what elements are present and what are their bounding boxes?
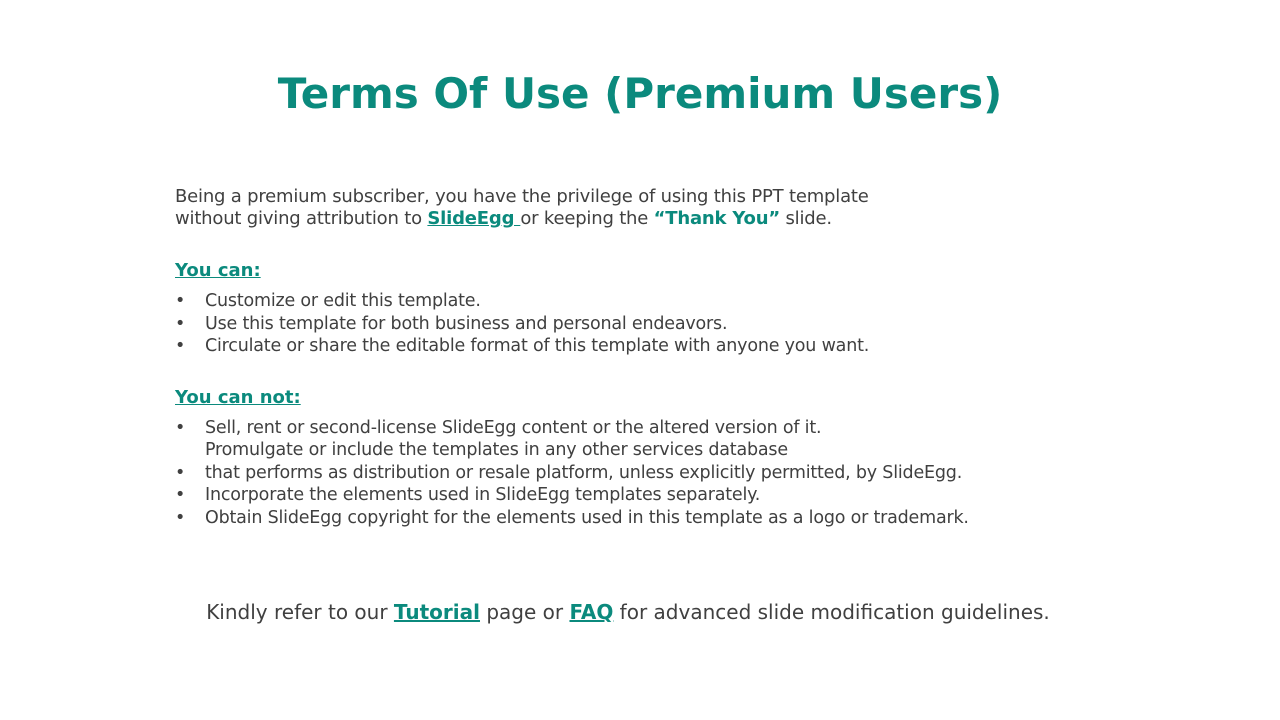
list-item-text: Sell, rent or second-license SlideEgg content or the altered version of it. bbox=[205, 417, 822, 438]
intro-text-before-link: without giving attribution to bbox=[175, 208, 428, 229]
list-item bbox=[175, 439, 1095, 462]
intro-text-after: slide. bbox=[779, 208, 832, 229]
bullet-icon: • bbox=[175, 291, 186, 311]
list-item bbox=[175, 335, 1095, 358]
bullet-icon: • bbox=[175, 462, 186, 483]
page-title: Terms Of Use (Premium Users) bbox=[277, 69, 1003, 118]
list-item bbox=[175, 462, 1095, 485]
intro-line-2 bbox=[175, 208, 1095, 230]
list-item-text: Obtain SlideEgg copyright for the elements used in this template as a logo or trademark. bbox=[205, 507, 969, 528]
footer-text-middle: page or bbox=[479, 600, 570, 624]
you-can-not-list bbox=[175, 417, 1095, 530]
bullet-icon: • bbox=[175, 417, 186, 438]
list-item bbox=[175, 484, 1095, 507]
list-item-text: Use this template for both business and personal endeavors. bbox=[205, 313, 728, 334]
bullet-icon: • bbox=[175, 485, 186, 505]
list-item bbox=[175, 417, 1095, 440]
slideegg-link[interactable]: SlideEgg bbox=[427, 208, 521, 229]
you-can-not-heading: You can not: bbox=[175, 386, 301, 408]
list-item-text: Circulate or share the editable format of this template with anyone you want. bbox=[205, 336, 870, 356]
list-item-text: Customize or edit this template. bbox=[205, 291, 481, 311]
footer-text-after: for advanced slide modification guidelines. bbox=[613, 600, 1050, 624]
list-item-text: Promulgate or include the templates in any other services database bbox=[205, 440, 788, 460]
intro-paragraph bbox=[175, 186, 1095, 230]
list-item bbox=[175, 507, 1095, 530]
list-item-text: Incorporate the elements used in SlideEgg templates separately. bbox=[205, 485, 761, 505]
terms-content bbox=[175, 186, 1095, 529]
footer-text-before: Kindly refer to our bbox=[206, 600, 394, 624]
list-item bbox=[175, 290, 1095, 313]
bullet-icon: • bbox=[175, 313, 186, 334]
bullet-icon: • bbox=[175, 507, 186, 528]
thank-you-text: “Thank You” bbox=[653, 208, 780, 229]
faq-link[interactable]: FAQ bbox=[569, 600, 614, 624]
you-can-list bbox=[175, 290, 1095, 358]
bullet-icon: • bbox=[175, 336, 186, 356]
list-item bbox=[175, 313, 1095, 336]
footer-note bbox=[0, 598, 1256, 626]
intro-text-middle: or keeping the bbox=[520, 208, 654, 229]
list-item-text: that performs as distribution or resale platform, unless explicitly permitted, by SlideEgg. bbox=[205, 462, 963, 483]
intro-line-1: Being a premium subscriber, you have the privilege of using this PPT template bbox=[175, 186, 869, 207]
you-can-heading: You can: bbox=[175, 260, 261, 281]
tutorial-link[interactable]: Tutorial bbox=[393, 600, 480, 624]
